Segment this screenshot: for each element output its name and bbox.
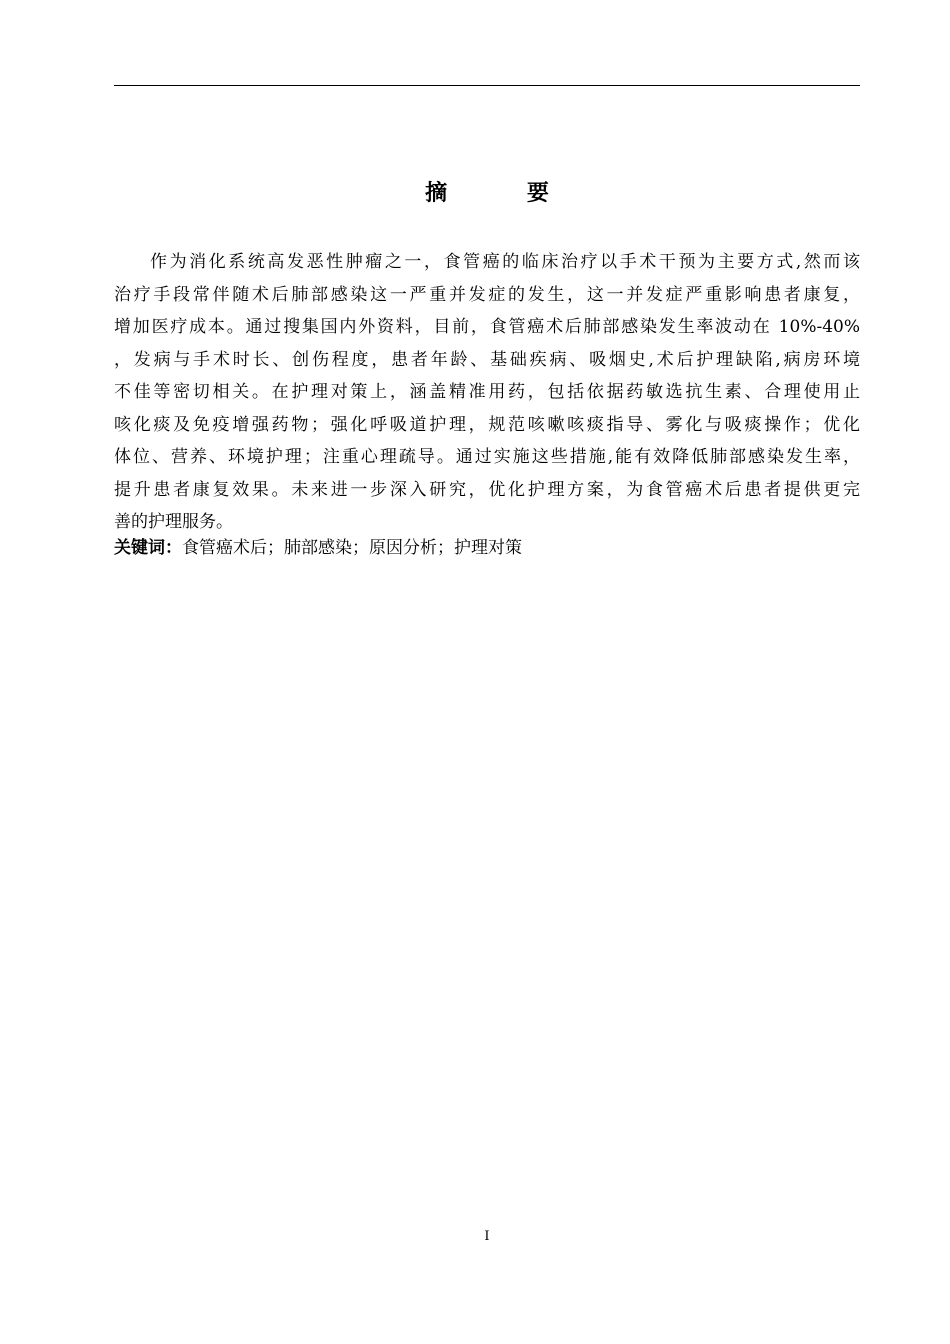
header-rule	[114, 85, 860, 86]
abstract-line: 治疗手段常伴随术后肺部感染这一严重并发症的发生，这一并发症严重影响患者康复，	[114, 284, 860, 305]
page-number: I	[484, 1229, 490, 1244]
keywords-label: 关键词：	[114, 538, 182, 558]
keywords	[114, 534, 860, 562]
abstract-line: 咳化痰及免疫增强药物；强化呼吸道护理，规范咳嗽咳痰指导、雾化与吸痰操作；优化	[114, 414, 860, 435]
abstract-line: 增加医疗成本。通过搜集国内外资料，目前，食管癌术后肺部感染发生率波动在 10%-40%	[114, 317, 860, 337]
abstract-line: 提升患者康复效果。未来进一步深入研究，优化护理方案，为食管癌术后患者提供更完	[114, 479, 860, 500]
abstract-title: 摘 要	[425, 181, 585, 206]
abstract-line: 善的护理服务。	[114, 512, 233, 532]
keywords-text: 食管癌术后；肺部感染；原因分析；护理对策	[182, 538, 522, 558]
abstract-line: 不佳等密切相关。在护理对策上，涵盖精准用药，包括依据药敏选抗生素、合理使用止	[114, 382, 860, 402]
abstract-body	[114, 246, 860, 539]
abstract-line: 体位、营养、环境护理；注重心理疏导。通过实施这些措施,能有效降低肺部感染发生率，	[114, 447, 860, 467]
abstract-line: ，发病与手术时长、创伤程度，患者年龄、基础疾病、吸烟史,术后护理缺陷,病房环境	[114, 349, 860, 370]
abstract-line: 作为消化系统高发恶性肿瘤之一，食管癌的临床治疗以手术干预为主要方式,然而该	[150, 252, 860, 272]
